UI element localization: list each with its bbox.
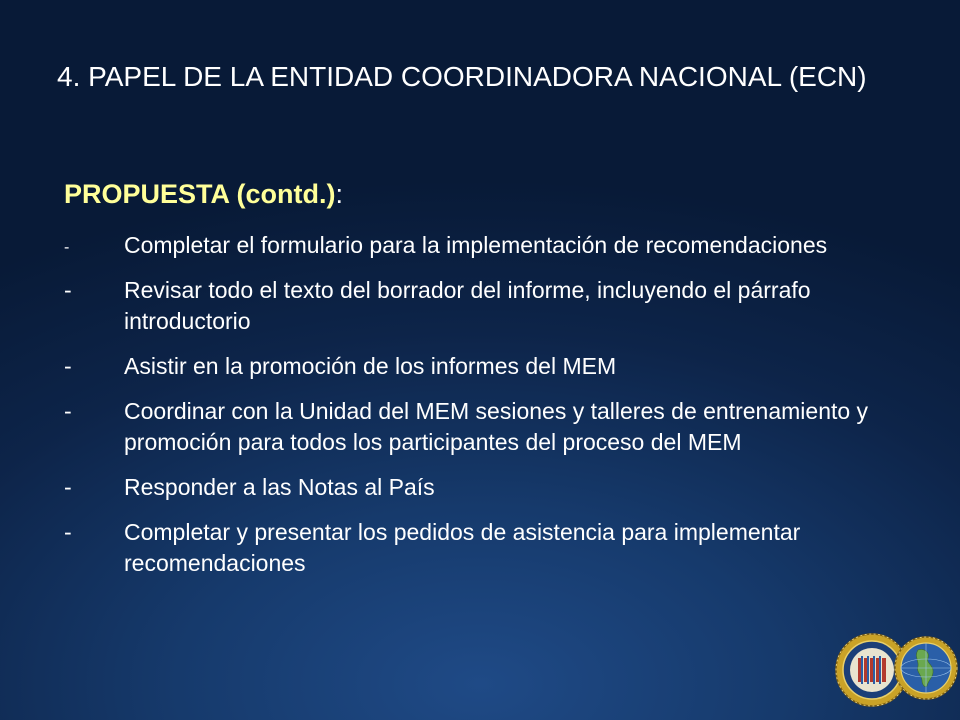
subtitle-colon: : [335,179,344,209]
bullet-list [64,230,924,593]
bullet-dash: - [64,519,72,545]
list-item [64,517,924,579]
bullet-text: Revisar todo el texto del borrador del informe, incluyendo el párrafo introductorio [124,277,811,334]
bullet-text: Completar el formulario para la implementación de recomendaciones [124,232,828,258]
list-item [64,472,924,503]
list-item [64,230,924,261]
bullet-text: Coordinar con la Unidad del MEM sesiones y talleres de entrenamiento y promoción para todos los participantes del proceso del MEM [124,398,869,455]
list-item [64,396,924,458]
slide-subtitle [64,176,343,212]
bullet-text: Asistir en la promoción de los informes del MEM [124,353,617,379]
bullet-dash: - [64,353,72,379]
subtitle-label: PROPUESTA (contd.) [64,179,336,209]
list-item [64,351,924,382]
bullet-dash: - [64,239,70,256]
bullet-dash: - [64,474,72,500]
bullet-dash: - [64,277,72,303]
bullet-text: Responder a las Notas al País [124,474,435,500]
list-item [64,275,924,337]
bullet-text: Completar y presentar los pedidos de asistencia para implementar recomendaciones [124,519,801,576]
cicad-globe-icon [895,637,957,699]
slide-title: 4. PAPEL DE LA ENTIDAD COORDINADORA NACIONAL (ECN) [57,61,867,92]
bullet-dash: - [64,398,72,424]
logo-group [832,630,960,710]
